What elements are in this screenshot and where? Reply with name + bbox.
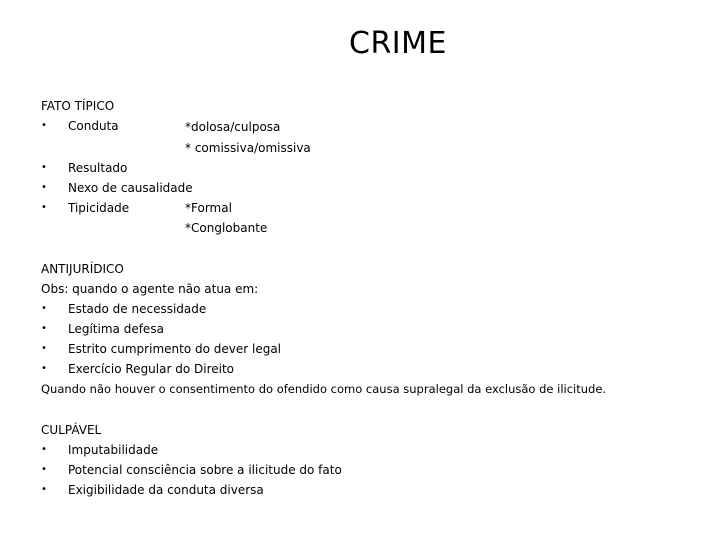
list-item-tipicidade: Tipicidade — [68, 201, 130, 215]
note-comissiva-omissiva: * comissiva/omissiva — [185, 141, 311, 155]
bullet-icon: • — [41, 120, 47, 131]
bullet-icon: • — [41, 182, 47, 193]
fato-tipico-heading: FATO TÍPICO — [41, 99, 115, 113]
bullet-icon: • — [41, 323, 47, 334]
list-item-potencial-consciencia: Potencial consciência sobre a ilicitude do fato — [68, 463, 342, 477]
list-item-legitima-defesa: Legítima defesa — [68, 322, 164, 336]
culpavel-heading: CULPÁVEL — [41, 423, 102, 437]
note-formal: *Formal — [185, 201, 232, 215]
bullet-icon: • — [41, 363, 47, 374]
antijuridico-heading: ANTIJURÍDICO — [41, 262, 124, 276]
list-item-exercicio-regular: Exercício Regular do Direito — [68, 362, 235, 376]
list-item-resultado: Resultado — [68, 161, 128, 175]
note-dolosa-culposa: *dolosa/culposa — [185, 120, 281, 134]
bullet-icon: • — [41, 464, 47, 475]
list-item-conduta: Conduta — [68, 119, 119, 133]
bullet-icon: • — [41, 202, 47, 213]
bullet-icon: • — [41, 484, 47, 495]
list-item-imputabilidade: Imputabilidade — [68, 443, 159, 457]
antijuridico-obs: Obs: quando o agente não atua em: — [41, 282, 259, 296]
list-item-estado-necessidade: Estado de necessidade — [68, 302, 207, 316]
bullet-icon: • — [41, 162, 47, 173]
list-item-nexo: Nexo de causalidade — [68, 181, 193, 195]
list-item-estrito-cumprimento: Estrito cumprimento do dever legal — [68, 342, 282, 356]
slide-title: CRIME — [349, 26, 447, 61]
bullet-icon: • — [41, 343, 47, 354]
note-conglobante: *Conglobante — [185, 221, 268, 235]
bullet-icon: • — [41, 303, 47, 314]
bullet-icon: • — [41, 444, 47, 455]
list-item-exigibilidade: Exigibilidade da conduta diversa — [68, 483, 264, 497]
antijuridico-closing: Quando não houver o consentimento do ofendido como causa supralegal da exclusão de ilicitude. — [41, 382, 607, 396]
